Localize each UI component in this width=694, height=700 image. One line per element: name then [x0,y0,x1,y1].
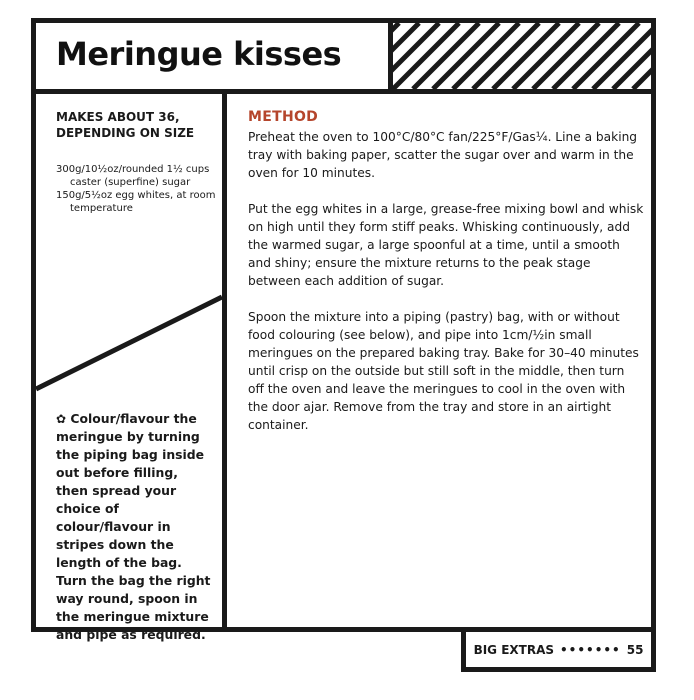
section-name: BIG EXTRAS [473,642,555,657]
dot-leader: ••••••• [560,642,621,657]
title-box [36,23,393,89]
page-number: 55 [626,642,644,657]
flower-icon: ✿ [56,412,67,426]
ingredients-list [56,163,216,215]
page-footer [461,632,656,672]
method-step: Put the egg whites in a large, grease-free mixing bowl and whisk on high until they form stiff peaks. Whisking continuously, add the warmed sugar, a large spoonful at a time, until a smooth and shiny; ensure the mixture returns to the peak stage between each addition of sugar. [248,202,644,288]
tip-text: Colour/flavour the meringue by turning the piping bag inside out before filling, then spread your choice of colour/flavour in stripes down the length of the bag. Turn the bag the right way round, spoon in the meringue mixture and pipe as required. [56,411,211,642]
recipe-title: Meringue kisses [56,35,342,73]
method-step: Spoon the mixture into a piping (pastry) bag, with or without food colouring (see below), and pipe into 1cm/½in small meringues on the prepared baking tray. Bake for 30–40 minutes until crisp on the outside but still soft in the middle, then turn off the oven and leave the meringues to cool in the oven with the door ajar. Remove from the tray and store in an airtight container. [248,310,639,432]
hatched-stripes-decoration [393,23,651,89]
ingredient-item: 150g/5½oz egg whites, at room temperature [56,190,216,214]
column-divider [222,94,227,627]
ingredient-item: 300g/10½oz/rounded 1½ cups caster (superfine) sugar [56,164,210,188]
method-step: Preheat the oven to 100°C/80°C fan/225°F/Gas¼. Line a baking tray with baking paper, scatter the sugar over and warm in the oven for 10 minutes. [248,130,638,180]
yield-heading: MAKES ABOUT 36, DEPENDING ON SIZE [56,110,195,140]
recipe-frame [31,18,656,642]
method-steps [248,128,644,452]
method-heading: METHOD [248,109,319,125]
tip-note [56,410,212,644]
